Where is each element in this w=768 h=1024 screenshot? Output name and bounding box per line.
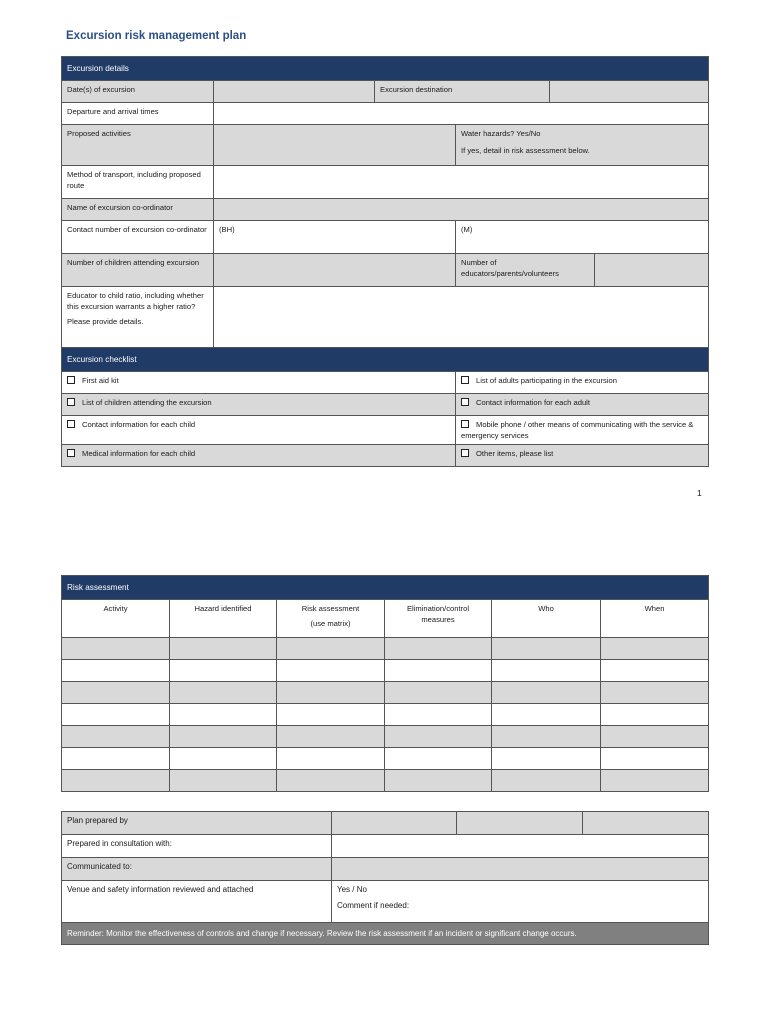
table-cell[interactable] — [492, 704, 601, 726]
table-cell[interactable] — [601, 660, 709, 682]
contact-m-field[interactable]: (M) — [456, 221, 709, 254]
comment-label: Comment if needed: — [337, 900, 410, 910]
ratio-note: Please provide details. — [67, 317, 144, 326]
prepared-by-field[interactable] — [583, 812, 709, 835]
column-header-control: Elimination/control measures — [385, 600, 492, 638]
checkbox-icon[interactable] — [67, 449, 75, 457]
plan-table — [61, 811, 709, 945]
table-cell[interactable] — [277, 704, 385, 726]
educators-count-field[interactable] — [595, 254, 709, 287]
checkbox-icon[interactable] — [67, 376, 75, 384]
children-count-label: Number of children attending excursion — [62, 254, 214, 287]
column-header-when: When — [601, 600, 709, 638]
table-row — [62, 704, 709, 726]
table-cell[interactable] — [601, 748, 709, 770]
consultation-label: Prepared in consultation with: — [62, 835, 332, 858]
page-number: 1 — [697, 488, 702, 498]
venue-field[interactable] — [332, 881, 709, 923]
table-cell[interactable] — [601, 638, 709, 660]
table-row — [62, 726, 709, 748]
venue-label: Venue and safety information reviewed and attached — [62, 881, 332, 923]
checklist-item[interactable]: Contact information for each adult — [456, 394, 709, 416]
water-hazards-label: Water hazards? Yes/No — [461, 129, 541, 138]
table-cell[interactable] — [62, 660, 170, 682]
risk-assessment-table — [61, 575, 709, 792]
destination-field[interactable] — [550, 81, 709, 103]
table-row — [62, 748, 709, 770]
table-cell[interactable] — [492, 726, 601, 748]
checklist-item[interactable]: Medical information for each child — [62, 445, 456, 467]
times-field[interactable] — [214, 103, 709, 125]
table-cell[interactable] — [170, 704, 277, 726]
table-cell[interactable] — [62, 748, 170, 770]
activities-label: Proposed activities — [62, 125, 214, 166]
table-cell[interactable] — [385, 682, 492, 704]
coordinator-label: Name of excursion co-ordinator — [62, 199, 214, 221]
table-cell[interactable] — [492, 748, 601, 770]
table-cell[interactable] — [277, 682, 385, 704]
ratio-field[interactable] — [214, 287, 709, 348]
checkbox-icon[interactable] — [461, 420, 469, 428]
transport-label: Method of transport, including proposed route — [62, 166, 214, 199]
table-cell[interactable] — [385, 704, 492, 726]
checkbox-icon[interactable] — [67, 420, 75, 428]
communicated-field[interactable] — [332, 858, 709, 881]
table-cell[interactable] — [601, 770, 709, 792]
destination-label: Excursion destination — [375, 81, 550, 103]
checkbox-icon[interactable] — [461, 376, 469, 384]
table-cell[interactable] — [62, 638, 170, 660]
table-cell[interactable] — [492, 660, 601, 682]
table-cell[interactable] — [62, 726, 170, 748]
table-cell[interactable] — [385, 638, 492, 660]
table-cell[interactable] — [170, 638, 277, 660]
checkbox-icon[interactable] — [461, 449, 469, 457]
table-cell[interactable] — [170, 748, 277, 770]
children-count-field[interactable] — [214, 254, 456, 287]
table-cell[interactable] — [277, 638, 385, 660]
table-cell[interactable] — [385, 726, 492, 748]
water-hazards-cell[interactable] — [456, 125, 709, 166]
checkbox-icon[interactable] — [461, 398, 469, 406]
page-title: Excursion risk management plan — [66, 30, 247, 42]
checkbox-icon[interactable] — [67, 398, 75, 406]
checklist-item[interactable]: Contact information for each child — [62, 416, 456, 445]
table-cell[interactable] — [62, 682, 170, 704]
table-cell[interactable] — [170, 726, 277, 748]
excursion-details-table — [61, 56, 709, 467]
table-cell[interactable] — [170, 682, 277, 704]
table-cell[interactable] — [601, 726, 709, 748]
table-cell[interactable] — [385, 660, 492, 682]
checklist-item[interactable]: Other items, please list — [456, 445, 709, 467]
communicated-label: Communicated to: — [62, 858, 332, 881]
table-cell[interactable] — [492, 682, 601, 704]
contact-bh-field[interactable]: (BH) — [214, 221, 456, 254]
table-cell[interactable] — [601, 682, 709, 704]
risk-assessment-header: Risk assessment — [62, 576, 709, 600]
ratio-cell — [62, 287, 214, 348]
coordinator-field[interactable] — [214, 199, 709, 221]
water-hazards-note: If yes, detail in risk assessment below. — [461, 146, 590, 155]
column-header-risk: Risk assessment (use matrix) — [277, 600, 385, 638]
table-cell[interactable] — [277, 748, 385, 770]
table-cell[interactable] — [62, 704, 170, 726]
checklist-item[interactable]: List of adults participating in the excursion — [456, 372, 709, 394]
ratio-label: Educator to child ratio, including whether this excursion warrants a higher ratio? — [67, 291, 204, 311]
reminder-banner: Reminder: Monitor the effectiveness of controls and change if necessary. Review the risk assessment if an incident or significant change occurs. — [62, 923, 709, 945]
table-row — [62, 682, 709, 704]
table-row — [62, 638, 709, 660]
yes-no-option[interactable]: Yes / No — [337, 885, 367, 894]
contact-label: Contact number of excursion co-ordinator — [62, 221, 214, 254]
times-label: Departure and arrival times — [62, 103, 214, 125]
table-cell[interactable] — [277, 726, 385, 748]
prepared-by-field[interactable] — [332, 812, 457, 835]
table-cell[interactable] — [277, 770, 385, 792]
transport-field[interactable] — [214, 166, 709, 199]
checklist-item[interactable]: Mobile phone / other means of communicating with the service & emergency services — [456, 416, 709, 445]
column-header-activity: Activity — [62, 600, 170, 638]
table-cell[interactable] — [385, 748, 492, 770]
dates-label: Date(s) of excursion — [62, 81, 214, 103]
table-cell[interactable] — [492, 770, 601, 792]
prepared-by-label: Plan prepared by — [62, 812, 332, 835]
checklist-item[interactable]: List of children attending the excursion — [62, 394, 456, 416]
table-cell[interactable] — [62, 770, 170, 792]
table-cell[interactable] — [277, 660, 385, 682]
activities-field[interactable] — [214, 125, 456, 166]
column-header-hazard: Hazard identified — [170, 600, 277, 638]
table-cell[interactable] — [492, 638, 601, 660]
checklist-item[interactable]: First aid kit — [62, 372, 456, 394]
table-cell[interactable] — [385, 770, 492, 792]
dates-field[interactable] — [214, 81, 375, 103]
educators-count-label: Number of educators/parents/volunteers — [456, 254, 595, 287]
table-cell[interactable] — [170, 770, 277, 792]
table-row — [62, 770, 709, 792]
table-cell[interactable] — [601, 704, 709, 726]
column-header-who: Who — [492, 600, 601, 638]
excursion-details-header: Excursion details — [62, 57, 709, 81]
table-row — [62, 660, 709, 682]
consultation-field[interactable] — [332, 835, 709, 858]
prepared-by-field[interactable] — [457, 812, 583, 835]
checklist-header: Excursion checklist — [62, 348, 709, 372]
table-cell[interactable] — [170, 660, 277, 682]
